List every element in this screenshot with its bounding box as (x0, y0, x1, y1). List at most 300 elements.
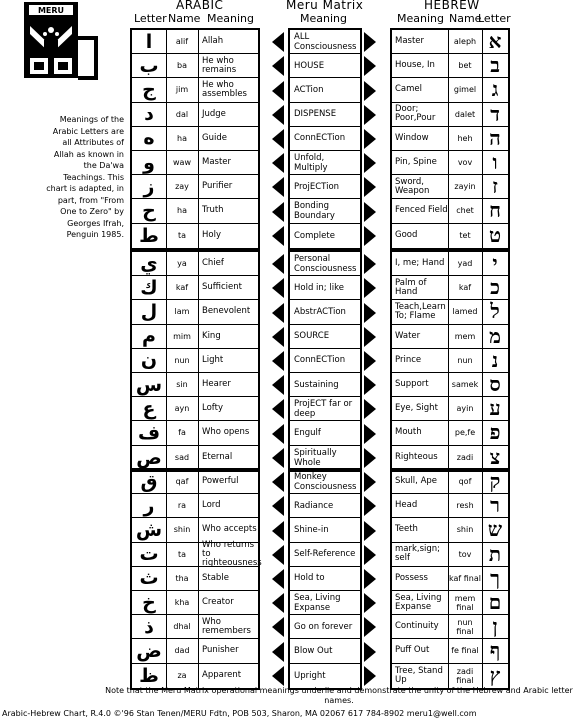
arabic-letter-name: zay (175, 182, 189, 192)
arabic-letter: ر (143, 494, 155, 517)
matrix-row (290, 78, 360, 102)
matrix-meaning: SOURCE (294, 331, 330, 342)
arabic-meaning: Who accepts (202, 524, 257, 535)
left-arrow-icon (272, 129, 284, 149)
arabic-row (132, 664, 258, 688)
right-arrow-icon (364, 666, 376, 686)
hebrew-letter: א (488, 29, 502, 54)
arabic-letter-name: ha (177, 133, 187, 143)
hebrew-letter: ן (492, 614, 498, 639)
hebrew-letter-name: aleph (453, 37, 477, 47)
arabic-letter: ظ (139, 664, 159, 687)
left-arrow-icon (272, 81, 284, 101)
hebrew-letter-name: kaf final (449, 573, 481, 583)
arabic-letter: ف (137, 421, 161, 444)
hebrew-table-group-2 (390, 250, 510, 472)
arabic-meaning: Who opens (202, 427, 250, 438)
arabic-row (132, 300, 258, 324)
arabic-row (132, 151, 258, 175)
arabic-row (132, 30, 258, 54)
arabic-row (132, 591, 258, 615)
matrix-row (290, 199, 360, 223)
hebrew-letter-name: qof (458, 477, 472, 487)
left-arrow-icon (272, 254, 284, 274)
matrix-row (290, 470, 360, 494)
arabic-row (132, 175, 258, 199)
hebrew-letter-name: resh (456, 501, 474, 511)
matrix-row (290, 103, 360, 127)
matrix-meaning: Go on forever (294, 621, 353, 632)
hebrew-letter: ט (488, 223, 502, 248)
arabic-letter-name: kaf (175, 283, 189, 293)
arabic-row (132, 373, 258, 397)
matrix-meaning: ConnECTion (294, 133, 346, 144)
arabic-meaning: Stable (202, 572, 229, 583)
hebrew-header: HEBREW (424, 0, 480, 12)
arabic-letter: ص (136, 446, 162, 469)
hebrew-row (392, 325, 508, 349)
arabic-row (132, 470, 258, 494)
left-arrow-icon (272, 521, 284, 541)
hebrew-letter-name: shin (456, 525, 474, 535)
arabic-row (132, 639, 258, 663)
arabic-meaning: Judge (202, 108, 226, 119)
arabic-letter-name: za (177, 671, 187, 681)
hebrew-letter-name: samek (451, 380, 479, 390)
left-arrow-icon (272, 642, 284, 662)
right-arrow-icon (364, 254, 376, 274)
matrix-row (290, 276, 360, 300)
arabic-letter-name: nun (174, 355, 190, 365)
matrix-row (290, 494, 360, 518)
arabic-meaning: Apparent (202, 670, 242, 681)
arabic-meaning: Truth (202, 205, 224, 216)
hebrew-row (392, 175, 508, 199)
hebrew-row (392, 224, 508, 248)
hebrew-meaning: Sword, Weapon (395, 176, 430, 196)
right-arrow-icon (364, 278, 376, 298)
hebrew-letter: ה (489, 125, 501, 150)
arabic-row (132, 78, 258, 102)
matrix-row (290, 127, 360, 151)
left-arrow-icon (272, 399, 284, 419)
arabic-letter-name: ya (177, 259, 187, 269)
hebrew-letter-name: kaf (458, 283, 472, 293)
arabic-meaning: King (202, 330, 221, 341)
left-arrow-icon (272, 375, 284, 395)
arabic-row (132, 276, 258, 300)
hebrew-letter-name: zadi (456, 453, 474, 463)
arabic-letter: خ (142, 591, 156, 614)
hebrew-row (392, 30, 508, 54)
arabic-letter-name: lam (174, 307, 190, 317)
arabic-row (132, 224, 258, 248)
hebrew-meaning: Possess (395, 572, 428, 583)
hebrew-table-group-1 (390, 28, 510, 250)
matrix-meaning: Spiritually Whole (294, 447, 337, 468)
meru-logo-graphic (14, 2, 108, 82)
right-arrow-icon (364, 521, 376, 541)
matrix-meaning-header: Meaning (300, 12, 347, 25)
hebrew-letter-name: gimel (453, 85, 477, 95)
left-arrow-icon (272, 351, 284, 371)
matrix-row (290, 591, 360, 615)
arabic-row (132, 54, 258, 78)
matrix-meaning: ALL Consciousness (294, 31, 357, 52)
arabic-meaning: Punisher (202, 645, 239, 656)
hebrew-row (392, 567, 508, 591)
arabic-meaning: Master (202, 157, 232, 168)
hebrew-meaning: Continuity (395, 621, 439, 632)
hebrew-meaning: Support (395, 379, 429, 390)
matrix-table-group-3 (288, 468, 362, 690)
hebrew-letter: ם (488, 590, 502, 615)
arabic-letter: ت (139, 543, 159, 566)
right-arrow-icon (364, 202, 376, 222)
right-arrow-icon (364, 351, 376, 371)
hebrew-letter: ס (489, 372, 501, 397)
right-arrow-icon (364, 642, 376, 662)
arabic-meaning: Holy (202, 230, 221, 241)
arabic-meaning: Eternal (202, 452, 233, 463)
right-arrow-icon (364, 81, 376, 101)
left-arrow-icon (272, 105, 284, 125)
hebrew-meaning: Prince (395, 354, 422, 365)
hebrew-meaning: House, In (395, 60, 435, 71)
arabic-meaning: Benevolent (202, 306, 251, 317)
matrix-row (290, 639, 360, 663)
arabic-meaning: Guide (202, 132, 227, 143)
arabic-letter: ا (145, 30, 153, 53)
matrix-row (290, 664, 360, 688)
arabic-meaning: Allah (202, 36, 224, 47)
right-arrow-icon (364, 496, 376, 516)
hebrew-letter: ח (489, 198, 501, 223)
hebrew-letter: נ (491, 347, 499, 372)
hebrew-letter: ז (492, 174, 498, 199)
side-note: Meanings of the Arabic Letters are all Attributes of Allah as known in the Da'wa Teachings. This chart is adapted, in part, from "From One to Zero" by Georges Ifrah, Penguin 1985. (46, 115, 124, 239)
arabic-table-group-2 (130, 250, 260, 472)
hebrew-letter-name: heh (457, 133, 473, 143)
hebrew-row (392, 373, 508, 397)
right-arrow-icon (364, 448, 376, 468)
hebrew-meaning: Palm of Hand (395, 277, 427, 297)
hebrew-meaning: Camel (395, 84, 423, 95)
left-arrow-icon (272, 593, 284, 613)
right-arrow-icon (364, 303, 376, 323)
matrix-row (290, 615, 360, 639)
arabic-row (132, 518, 258, 542)
hebrew-letter-name: mem final (454, 593, 476, 612)
matrix-meaning: Engulf (294, 427, 321, 438)
arabic-meaning: He who assembles (202, 79, 247, 99)
arabic-letter-name: sad (174, 453, 190, 463)
hebrew-meaning: Teach,Learn To; Flame (395, 301, 446, 321)
right-arrow-icon (364, 153, 376, 173)
hebrew-row (392, 54, 508, 78)
hebrew-letter: ר (490, 493, 500, 518)
matrix-meaning: Bonding Boundary (294, 200, 335, 221)
matrix-row (290, 373, 360, 397)
matrix-row (290, 543, 360, 567)
arabic-letter: م (142, 325, 156, 348)
hebrew-row (392, 199, 508, 223)
arabic-letter-name: dad (174, 646, 190, 656)
arabic-letter-name: ha (177, 206, 187, 216)
hebrew-letter: כ (490, 275, 500, 300)
arabic-row (132, 103, 258, 127)
hebrew-meaning: Puff Out (395, 645, 430, 656)
arabic-letter-name: qaf (175, 477, 189, 487)
matrix-meaning: Self-Reference (294, 549, 356, 560)
matrix-row (290, 30, 360, 54)
arabic-letter-name: ayn (174, 404, 190, 414)
arabic-letter-name: ra (177, 501, 187, 511)
hebrew-meaning: Teeth (395, 524, 418, 535)
arabic-row (132, 325, 258, 349)
hebrew-letter-name: dalet (454, 109, 476, 119)
matrix-meaning: ConnECTion (294, 355, 346, 366)
matrix-meaning: Shine-in (294, 524, 329, 535)
matrix-row (290, 518, 360, 542)
arabic-letter-name: dhal (173, 622, 191, 632)
right-arrow-icon (364, 375, 376, 395)
arabic-letter-name: shin (173, 525, 191, 535)
arabic-row (132, 494, 258, 518)
arabic-letter: د (144, 103, 154, 126)
hebrew-table-group-3 (390, 468, 510, 690)
arabic-row (132, 127, 258, 151)
matrix-meaning: ACTion (294, 84, 324, 95)
hebrew-letter: ו (492, 150, 498, 175)
right-arrow-icon (364, 569, 376, 589)
right-arrow-icon (364, 399, 376, 419)
arabic-letter-name: alif (175, 37, 189, 47)
arabic-row (132, 567, 258, 591)
hebrew-row (392, 78, 508, 102)
matrix-row (290, 175, 360, 199)
arabic-header: ARABIC (176, 0, 224, 12)
arabic-row (132, 446, 258, 470)
hebrew-letter-name: yad (457, 259, 473, 269)
hebrew-letter-name: pe,fe (454, 428, 476, 438)
hebrew-row (392, 300, 508, 324)
hebrew-meaning: mark,sign; self (395, 544, 441, 564)
arabic-letter-name: waw (173, 158, 191, 168)
hebrew-letter-name: tov (458, 549, 472, 559)
hebrew-row (392, 397, 508, 421)
matrix-meaning: DISPENSE (294, 109, 337, 120)
matrix-table-group-2 (288, 250, 362, 472)
matrix-row (290, 325, 360, 349)
hebrew-meaning-header: Meaning (397, 12, 444, 25)
left-arrow-icon (272, 569, 284, 589)
arabic-meaning: Who returns to righteousness (202, 539, 262, 568)
matrix-meaning: Hold to (294, 573, 325, 584)
hebrew-letter-name: fe final (451, 646, 479, 656)
arabic-meaning: Sufficient (202, 282, 242, 293)
hebrew-letter: ג (491, 77, 499, 102)
matrix-row (290, 397, 360, 421)
arabic-letter: ي (140, 252, 158, 275)
hebrew-letter-name: lamed (452, 307, 478, 317)
left-arrow-icon (272, 472, 284, 492)
hebrew-letter-name: nun final (456, 617, 474, 636)
matrix-meaning: Complete (294, 230, 335, 241)
arabic-table-group-1 (130, 28, 260, 250)
hebrew-row (392, 421, 508, 445)
hebrew-row (392, 470, 508, 494)
arabic-meaning: Hearer (202, 379, 231, 390)
arabic-letter: ذ (144, 615, 154, 638)
hebrew-letter: ך (490, 565, 500, 590)
arabic-letter-name: mim (173, 331, 191, 341)
hebrew-name-header: Name (449, 12, 482, 25)
left-arrow-icon (272, 666, 284, 686)
arabic-row (132, 615, 258, 639)
hebrew-row (392, 664, 508, 688)
matrix-meaning: Personal Consciousness (294, 253, 357, 274)
hebrew-row (392, 494, 508, 518)
hebrew-letter-name: chet (456, 206, 474, 216)
right-arrow-icon (364, 129, 376, 149)
hebrew-letter: ל (490, 299, 500, 324)
left-arrow-icon (272, 153, 284, 173)
left-arrow-icon (272, 617, 284, 637)
arabic-letter-name: jim (175, 85, 189, 95)
left-arrow-icon (272, 545, 284, 565)
arabic-meaning: Chief (202, 258, 224, 269)
matrix-meaning: Monkey Consciousness (294, 471, 357, 492)
arabic-name-header: Name (168, 12, 201, 25)
hebrew-letter: י (492, 251, 498, 276)
left-arrow-icon (272, 32, 284, 52)
hebrew-meaning: Mouth (395, 427, 422, 438)
hebrew-letter: ש (487, 517, 503, 542)
hebrew-letter: ף (489, 638, 501, 663)
arabic-letter: ط (139, 224, 159, 247)
arabic-letter-name: kha (174, 598, 190, 608)
hebrew-row (392, 127, 508, 151)
hebrew-letter-name: zadi final (456, 666, 474, 685)
hebrew-row (392, 252, 508, 276)
left-arrow-icon (272, 496, 284, 516)
matrix-meaning: Blow Out (294, 645, 333, 656)
hebrew-meaning: Righteous (395, 452, 438, 463)
hebrew-letter: ב (490, 53, 500, 78)
matrix-row (290, 151, 360, 175)
hebrew-row (392, 615, 508, 639)
hebrew-letter-name: tet (459, 231, 471, 241)
arabic-letter-header: Letter (134, 12, 167, 25)
matrix-row (290, 446, 360, 470)
arabic-letter-name: sin (176, 380, 188, 390)
matrix-row (290, 300, 360, 324)
right-arrow-icon (364, 105, 376, 125)
matrix-meaning: ProjECTion (294, 181, 340, 192)
hebrew-letter: ד (490, 101, 500, 126)
arabic-meaning: Creator (202, 597, 234, 608)
hebrew-meaning: Window (395, 132, 429, 143)
matrix-meaning: Unfold, Multiply (294, 152, 328, 173)
arabic-row (132, 252, 258, 276)
matrix-meaning: Radiance (294, 500, 334, 511)
left-arrow-icon (272, 226, 284, 246)
arabic-meaning: Lord (202, 500, 221, 511)
right-arrow-icon (364, 424, 376, 444)
left-arrow-icon (272, 177, 284, 197)
hebrew-letter: פ (489, 420, 501, 445)
matrix-table-group-1 (288, 28, 362, 250)
arabic-row (132, 421, 258, 445)
arabic-meaning: Light (202, 354, 224, 365)
hebrew-row (392, 103, 508, 127)
hebrew-letter: ת (488, 541, 502, 566)
arabic-letter-name: ta (177, 231, 187, 241)
arabic-letter-name: tha (175, 573, 189, 583)
right-arrow-icon (364, 177, 376, 197)
arabic-meaning: He who remains (202, 55, 237, 75)
left-arrow-icon (272, 303, 284, 323)
left-arrow-icon (272, 202, 284, 222)
hebrew-letter-name: vov (457, 158, 473, 168)
right-arrow-icon (364, 472, 376, 492)
hebrew-letter: ע (489, 396, 501, 421)
arabic-letter: ث (139, 567, 159, 590)
hebrew-meaning: Fenced Field (395, 205, 448, 216)
hebrew-letter-name: mem (454, 331, 476, 341)
matrix-row (290, 567, 360, 591)
arabic-meaning: Powerful (202, 476, 239, 487)
matrix-row (290, 54, 360, 78)
arabic-letter: ق (140, 470, 158, 493)
hebrew-letter: ץ (489, 663, 501, 688)
left-arrow-icon (272, 448, 284, 468)
matrix-meaning: Upright (294, 670, 326, 681)
arabic-letter: ج (142, 78, 156, 101)
hebrew-meaning: I, me; Hand (395, 258, 445, 269)
matrix-row (290, 421, 360, 445)
arabic-letter: ع (142, 397, 156, 420)
credits: Arabic-Hebrew Chart, R.4.0 ©'96 Stan Tenen/MERU Fdtn, POB 503, Sharon, MA 02067 617 784-8902 meru1@well.com (2, 709, 477, 718)
matrix-row (290, 252, 360, 276)
right-arrow-icon (364, 617, 376, 637)
arabic-letter: س (135, 373, 163, 396)
arabic-letter: ح (142, 199, 156, 222)
hebrew-row (392, 151, 508, 175)
hebrew-row (392, 446, 508, 470)
right-arrow-icon (364, 327, 376, 347)
arabic-letter: ه (143, 127, 155, 150)
hebrew-meaning: Good (395, 230, 418, 241)
arabic-letter: ز (143, 175, 155, 198)
left-arrow-icon (272, 56, 284, 76)
hebrew-letter-header: Letter (478, 12, 511, 25)
footnote: Note that the Meru Matrix operational meanings underlie and demonstrate the unity of the Hebrew and Arabic letter names. (105, 686, 573, 705)
right-arrow-icon (364, 545, 376, 565)
matrix-meaning: AbstrACTion (294, 306, 346, 317)
hebrew-letter-name: ayin (456, 404, 474, 414)
arabic-meaning: Who remembers (202, 616, 251, 636)
arabic-letter: ل (140, 300, 158, 323)
arabic-meaning-header: Meaning (207, 12, 254, 25)
left-arrow-icon (272, 278, 284, 298)
hebrew-meaning: Water (395, 330, 421, 341)
matrix-meaning: Sea, Living Expanse (294, 592, 341, 613)
arabic-letter-name: ta (177, 549, 187, 559)
hebrew-meaning: Door; Poor,Pour (395, 104, 436, 124)
right-arrow-icon (364, 226, 376, 246)
